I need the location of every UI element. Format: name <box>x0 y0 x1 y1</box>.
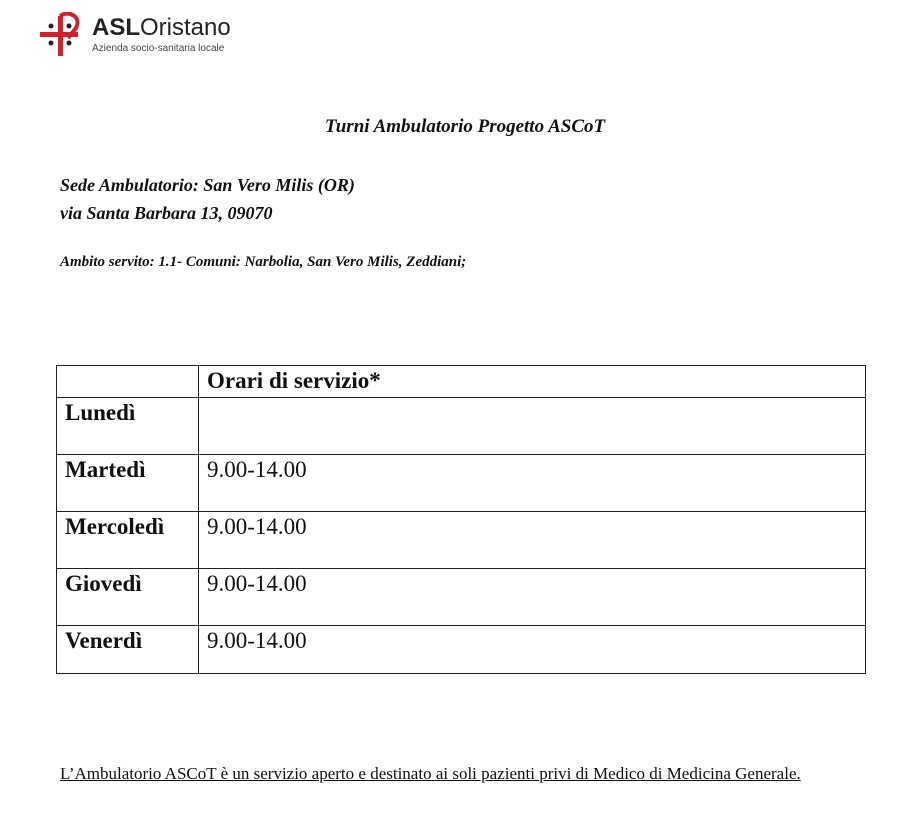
brand-rest: Oristano <box>140 14 231 41</box>
table-row <box>57 626 866 674</box>
asl-logo <box>38 12 231 58</box>
header-cell <box>57 366 199 398</box>
table-row <box>57 569 866 626</box>
ambito-servito: Ambito servito: 1.1- Comuni: Narbolia, San Vero Milis, Zeddiani; <box>60 254 467 270</box>
page-title: Turni Ambulatorio Progetto ASCoT <box>324 116 606 137</box>
day-cell: Venerdì <box>57 626 199 674</box>
day-cell: Giovedì <box>57 569 199 626</box>
schedule-table <box>56 365 866 674</box>
asl-cross-heart-icon <box>38 12 86 58</box>
header-cell: Orari di servizio* <box>199 366 866 398</box>
sede-block <box>60 171 355 227</box>
day-cell: Lunedì <box>57 398 199 455</box>
brand-tagline: Azienda socio-sanitaria locale <box>92 43 225 54</box>
hours-cell: 9.00-14.00 <box>199 455 866 512</box>
table-header <box>57 366 866 398</box>
brand-bold: ASL <box>92 14 140 41</box>
hours-cell: 9.00-14.00 <box>199 569 866 626</box>
hours-cell: 9.00-14.00 <box>199 626 866 674</box>
address-line: via Santa Barbara 13, 09070 <box>60 203 273 223</box>
sede-line: Sede Ambulatorio: San Vero Milis (OR) <box>60 175 355 195</box>
footnote: L’Ambulatorio ASCoT è un servizio aperto e destinato ai soli pazienti privi di Medico di Medicina Generale. <box>60 764 801 783</box>
table-row <box>57 512 866 569</box>
hours-cell <box>199 398 866 455</box>
table-row <box>57 398 866 455</box>
hours-cell: 9.00-14.00 <box>199 512 866 569</box>
day-cell: Martedì <box>57 455 199 512</box>
table-row <box>57 455 866 512</box>
day-cell: Mercoledì <box>57 512 199 569</box>
